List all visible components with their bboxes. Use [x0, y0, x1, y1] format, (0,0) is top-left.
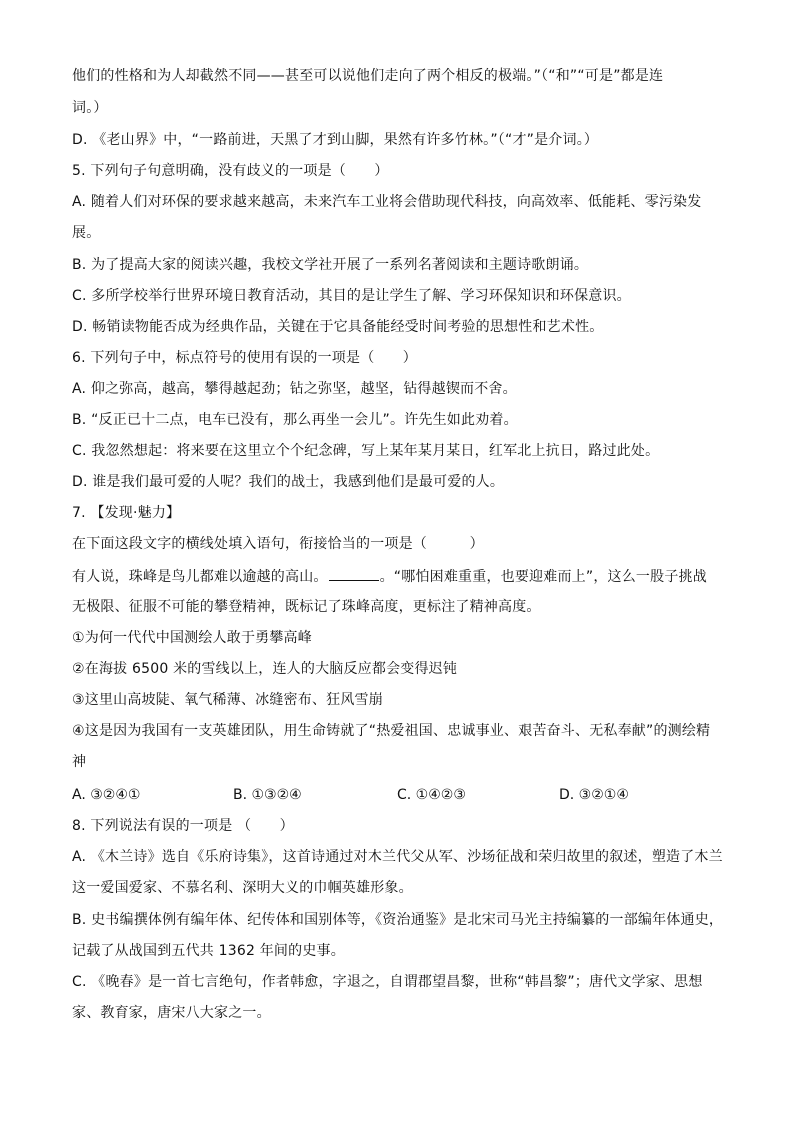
question-6-option-c: C. 我忽然想起：将来要在这里立个个纪念碑，写上某年某月某日，红军北上抗日，路过此处。 — [72, 443, 660, 459]
question-7-options — [72, 785, 732, 805]
paragraph-line: 他们的性格和为人却截然不同——甚至可以说他们走向了两个相反的极端。”（“和”“可是”都是连 — [72, 68, 664, 84]
question-7-item-4: ④这是因为我国有一支英雄团队，用生命铸就了“热爱祖国、忠诚事业、艰苦奋斗、无私奉献”的测绘精 — [72, 723, 711, 739]
question-8-option-c-cont: 家、教育家，唐宋八大家之一。 — [72, 1005, 271, 1021]
question-7-passage-line: 无极限、征服不可能的攀登精神，既标记了珠峰高度，更标注了精神高度。 — [72, 599, 541, 615]
question-5-stem: 5. 下列句子句意明确，没有歧义的一项是（ ） — [72, 163, 389, 179]
question-8-option-a: A. 《木兰诗》选自《乐府诗集》，这首诗通过对木兰代父从军、沙场征战和荣归故里的叙述，塑造了木兰 — [72, 849, 723, 865]
question-5-option-b: B. 为了提高大家的阅读兴趣，我校文学社开展了一系列名著阅读和主题诗歌朗诵。 — [72, 257, 589, 273]
question-8-option-c: C. 《晚春》是一首七言绝句，作者韩愈，字退之，自谓郡望昌黎，世称“韩昌黎”；唐代文学家、思想 — [72, 974, 703, 990]
question-8-option-a-cont: 这一爱国爱家、不慕名利、深明大义的巾帼英雄形象。 — [72, 880, 413, 896]
question-6-option-b: B. “反正已十二点，电车已没有，那么再坐一会儿”。许先生如此劝着。 — [72, 412, 518, 428]
question-7-option-a: A. ③②④① — [72, 787, 141, 803]
question-7-item-3: ③这里山高坡陡、氧气稀薄、冰缝密布、狂风雪崩 — [72, 692, 383, 708]
question-5-option-a-cont: 展。 — [72, 225, 101, 241]
question-7-option-b: B. ①③②④ — [233, 787, 302, 803]
fill-in-blank — [329, 566, 379, 581]
option-line: D. 《老山界》中，“一路前进，天黑了才到山脚，果然有许多竹林。”（“才”是介词。） — [72, 132, 599, 148]
question-8-option-b: B. 史书编撰体例有编年体、纪传体和国别体等，《资治通鉴》是北宋司马光主持编纂的一部编年体通史， — [72, 912, 724, 928]
question-7-option-d: D. ③②①④ — [559, 787, 629, 803]
question-7-heading: 7. 【发现·魅力】 — [72, 505, 181, 521]
question-6-option-d: D. 谁是我们最可爱的人呢？我们的战士，我感到他们是最可爱的人。 — [72, 474, 505, 490]
question-7-item-2: ②在海拔 6500 米的雪线以上，连人的大脑反应都会变得迟钝 — [72, 661, 458, 677]
question-6-option-a: A. 仰之弥高，越高，攀得越起劲；钻之弥坚，越坚，钻得越锲而不舍。 — [72, 381, 517, 397]
question-5-option-a: A. 随着人们对环保的要求越来越高，未来汽车工业将会借助现代科技，向高效率、低能耗、零污染发 — [72, 194, 702, 210]
question-6-stem: 6. 下列句子中，标点符号的使用有误的一项是（ ） — [72, 350, 418, 366]
question-7-stem: 在下面这段文字的横线处填入语句，衔接恰当的一项是（ ） — [72, 536, 484, 552]
paragraph-line: 词。） — [72, 100, 108, 116]
question-5-option-c: C. 多所学校举行世界环境日教育活动，其目的是让学生了解、学习环保知识和环保意识。 — [72, 288, 631, 304]
question-5-option-d: D. 畅销读物能否成为经典作品，关键在于它具备能经受时间考验的思想性和艺术性。 — [72, 319, 604, 335]
question-8-option-b-cont: 记载了从战国到五代共 1362 年间的史事。 — [72, 943, 345, 959]
question-8-stem: 8. 下列说法有误的一项是 （ ） — [72, 818, 294, 834]
question-7-option-c: C. ①④②③ — [397, 787, 466, 803]
question-7-passage-line — [72, 566, 732, 587]
passage-text: 有人说，珠峰是鸟儿都难以逾越的高山。 — [72, 569, 328, 585]
passage-text: 。“哪怕困难重重，也要迎难而上”，这么一股子挑战 — [379, 569, 707, 585]
question-7-item-4-cont: 神 — [72, 754, 87, 770]
question-7-item-1: ①为何一代代中国测绘人敢于勇攀高峰 — [72, 630, 312, 646]
